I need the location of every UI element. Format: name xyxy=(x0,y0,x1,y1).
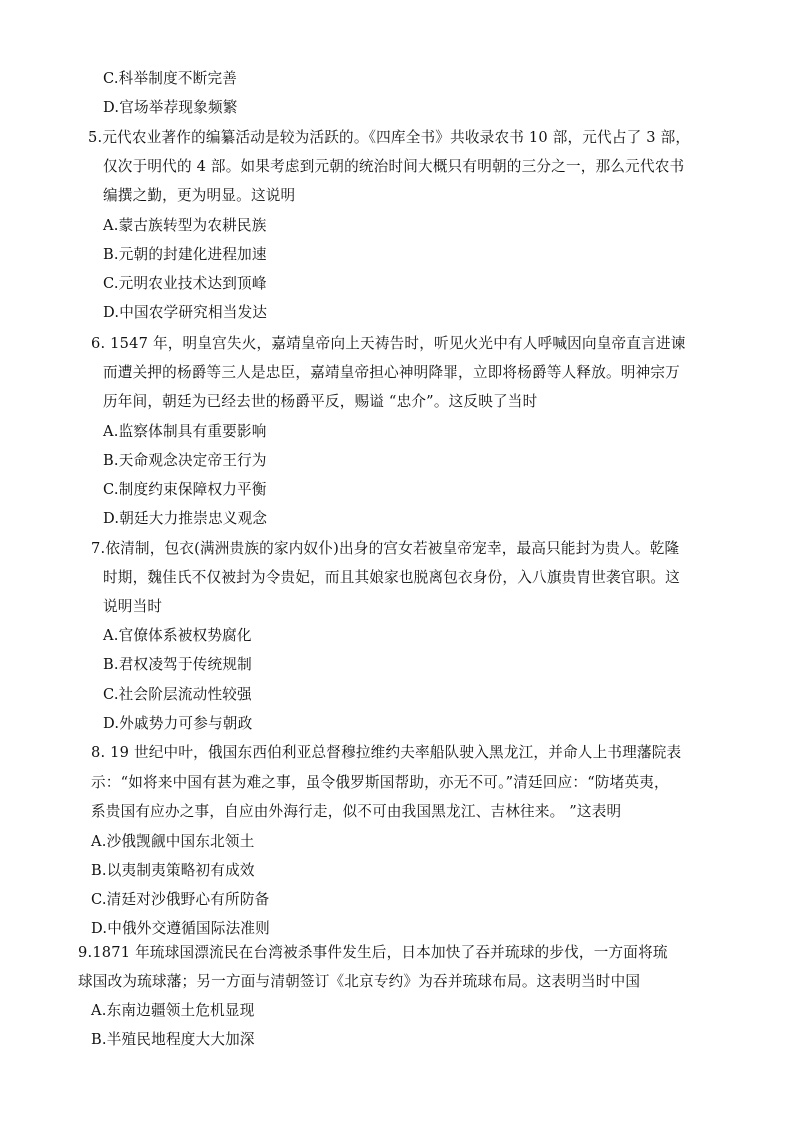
q6-option-c: C.制度约束保障权力平衡 xyxy=(103,481,267,498)
q7-stem-line-2: 时期，魏佳氏不仅被封为令贵妃，而且其娘家也脱离包衣身份，入八旗贵胄世袭官职。这 xyxy=(103,569,680,586)
q5-option-d: D.中国农学研究相当发达 xyxy=(103,304,268,321)
q8-option-c: C.清廷对沙俄野心有所防备 xyxy=(91,891,270,908)
q5-option-a: A.蒙古族转型为农耕民族 xyxy=(103,217,267,234)
q5-option-c: C.元明农业技术达到顶峰 xyxy=(103,275,267,292)
q4-option-c: C.科举制度不断完善 xyxy=(103,70,238,87)
q9-stem-line-2: 球国改为琉球藩；另一方面与清朝签订《北京专约》为吞并琉球布局。这表明当时中国 xyxy=(78,973,641,990)
q5-stem-line-3: 编撰之勤，更为明显。这说明 xyxy=(103,187,296,204)
q8-option-b: B.以夷制夷策略初有成效 xyxy=(91,862,255,879)
q6-stem-line-3: 历年间，朝廷为已经去世的杨爵平反，赐谥 “忠介”。这反映了当时 xyxy=(103,393,538,410)
q6-option-a: A.监察体制具有重要影响 xyxy=(103,423,267,440)
q7-option-b: B.君权凌驾于传统规制 xyxy=(103,656,252,673)
q8-option-a: A.沙俄觊觎中国东北领土 xyxy=(91,833,255,850)
q5-stem-line-1: 5.元代农业著作的编纂活动是较为活跃的。《四库全书》共收录农书 10 部，元代占了 3 部， xyxy=(88,129,691,146)
q6-option-d: D.朝廷大力推崇忠义观念 xyxy=(103,510,268,527)
q6-option-b: B.天命观念决定帝王行为 xyxy=(103,452,267,469)
q7-stem-line-3: 说明当时 xyxy=(103,598,163,615)
q8-option-d: D.中俄外交遵循国际法准则 xyxy=(91,920,270,937)
q4-option-d: D.官场举荐现象频繁 xyxy=(103,99,238,116)
q5-option-b: B.元朝的封建化进程加速 xyxy=(103,246,267,263)
q7-option-a: A.官僚体系被权势腐化 xyxy=(103,627,252,644)
q8-stem-line-1: 8. 19 世纪中叶，俄国东西伯利亚总督穆拉维约夫率船队驶入黑龙江，并命人上书理藩院表 xyxy=(91,744,682,761)
q7-option-c: C.社会阶层流动性较强 xyxy=(103,686,252,703)
q9-stem-line-1: 9.1871 年琉球国漂流民在台湾被杀事件发生后，日本加快了吞并琉球的步伐，一方面将琉 xyxy=(78,944,668,961)
q7-option-d: D.外戚势力可参与朝政 xyxy=(103,715,253,732)
q8-stem-line-2: 示：“如将来中国有甚为难之事，虽令俄罗斯国帮助，亦无不可。”清廷回应：“防堵英夷， xyxy=(91,774,669,791)
q5-stem-line-2: 仅次于明代的 4 部。如果考虑到元朝的统治时间大概只有明朝的三分之一，那么元代农书 xyxy=(103,158,685,175)
q9-option-a: A.东南边疆领土危机显现 xyxy=(91,1002,255,1019)
q6-stem-line-1: 6. 1547 年，明皇宫失火，嘉靖皇帝向上天祷告时，听见火光中有人呼喊因向皇帝直言进谏 xyxy=(91,335,686,352)
q8-stem-line-3: 系贵国有应办之事，自应由外海行走，似不可由我国黑龙江、吉林往来。 ”这表明 xyxy=(91,803,622,820)
q6-stem-line-2: 而遭关押的杨爵等三人是忠臣，嘉靖皇帝担心神明降罪，立即将杨爵等人释放。明神宗万 xyxy=(103,364,680,381)
q7-stem-line-1: 7.依清制，包衣(满洲贵族的家内奴仆)出身的宫女若被皇帝宠幸，最高只能封为贵人。乾隆 xyxy=(91,540,680,557)
q9-option-b: B.半殖民地程度大大加深 xyxy=(91,1031,255,1048)
